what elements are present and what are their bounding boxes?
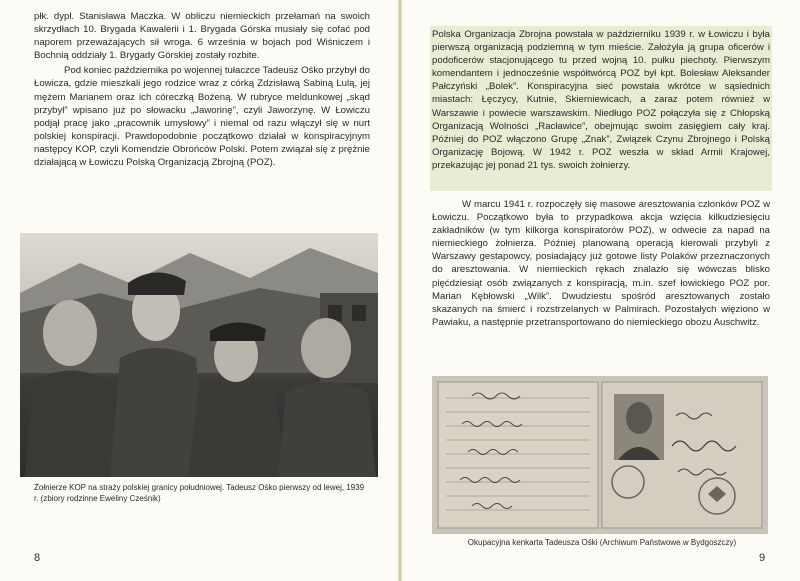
photo-caption-left: Żołnierze KOP na straży polskiej granicy południowej. Tadeusz Ośko pierwszy od lewej, 1939 r. (zbiory rodzinne Eweliny Cześnik) [34, 483, 365, 503]
right-page [402, 0, 800, 581]
left-paragraph-2: Pod koniec października po wojennej tułaczce Tadeusz Ośko przybył do Łowicza, gdzie mieszkali jego rodzice wraz z córką Zdzisławą Sabiną Lulą, jej mężem Marianem oraz ich córeczką Bożeną. W rubryce meldunkowej „skąd przybył” wpisano już po słowacku „Jaworinę”, czyli Jaworzynę. W Łowiczu podjął pracę jako „pracownik umysłowy” i niemal od razu włączył się w nurt polskiej konspiracji. Prawdopodobnie początkowo działał w konspiracyjnym następcy KOP, czyli Komendzie Obrońców Polski. Potem związał się z prężnie działającą w Łowiczu Polską Organizacją Zbrojną (POZ). [34, 65, 370, 169]
kennkarte-photo [432, 376, 768, 534]
right-body-text-2 [432, 198, 770, 329]
page-number-left: 8 [34, 552, 41, 564]
right-paragraph-1: Polska Organizacja Zbrojna powstała w październiku 1939 r. w Łowiczu i była pierwszą organizacją podziemną w tym mieście. Założyła ją grupa oficerów i podoficerów stacjonującego tu przed wojną 10. pułku piechoty. Pierwszym komendantem i jednocześnie współtwórcą POZ był kpt. Bolesław Aleksander Pałczyński „Bolek”. Konspiracyjna sieć powstała wkrótce w sąsiednich miastach: Łęczycy, Kutnie, Skierniewicach, a zaraz potem również w Warszawie i powiecie warszawskim. Niedługo POZ połączyła się z Chłopską Organizacją Wolności „Racławice”, obejmując swoim zasięgiem cały kraj. Później do POZ włączono Grupę „Znak”, Związek Czynu Zbrojnego i Polską Organizację Bojową. W 1942 r. POZ weszła w skład Armii Krajowej, przekazując jej ponad 21 tys. swoich żołnierzy. [432, 29, 770, 171]
photo-caption-right: Okupacyjna kenkarta Tadeusza Ośki (Archiwum Państwowe w Bydgoszczy) [467, 538, 737, 547]
left-paragraph-1: płk. dypl. Stanisława Maczka. W obliczu niemieckich przełamań na swoich skrzydłach 10. Brygada Kawalerii i 1. Brygada Górska musiały się cofać pod naporem przeważających sił wroga. 6 września w bojach pod Wiśniczem i Bochnią oddziały 1. Brygady Górskiej zostały rozbite. [34, 11, 370, 62]
left-body-text [34, 10, 370, 169]
soldiers-photo [20, 233, 378, 477]
right-paragraph-2: W marcu 1941 r. rozpoczęły się masowe aresztowania członków POZ w Łowiczu. Początkowo była to przypadkowa akcja wzięcia kilkudziesięciu zakładników (w tym kilkorga konspiratorów POZ), w odwecie za napad na niemieckiego żołnierza. Później planowaną operacją kierowali przybyli z Warszawy gestapowcy, posiadający już gotowe listy Polaków przeznaczonych do aresztowania. W niemieckich rękach znalazło się wówczas blisko pięćdziesiąt osób związanych z konspiracją, m.in. szef łowickiego POZ por. Marian Kębłowski „Wilk”. Dwudziestu spośród aresztowanych zostało skazanych na śmierć i rozstrzelanych w Palmirach. Pozostałych więziono w Pawiaku, a następnie przetransportowano do niemieckiego obozu Auschwitz. [432, 199, 770, 328]
page-number-right: 9 [759, 552, 766, 564]
right-body-text-1 [432, 28, 770, 172]
left-page [0, 0, 398, 581]
